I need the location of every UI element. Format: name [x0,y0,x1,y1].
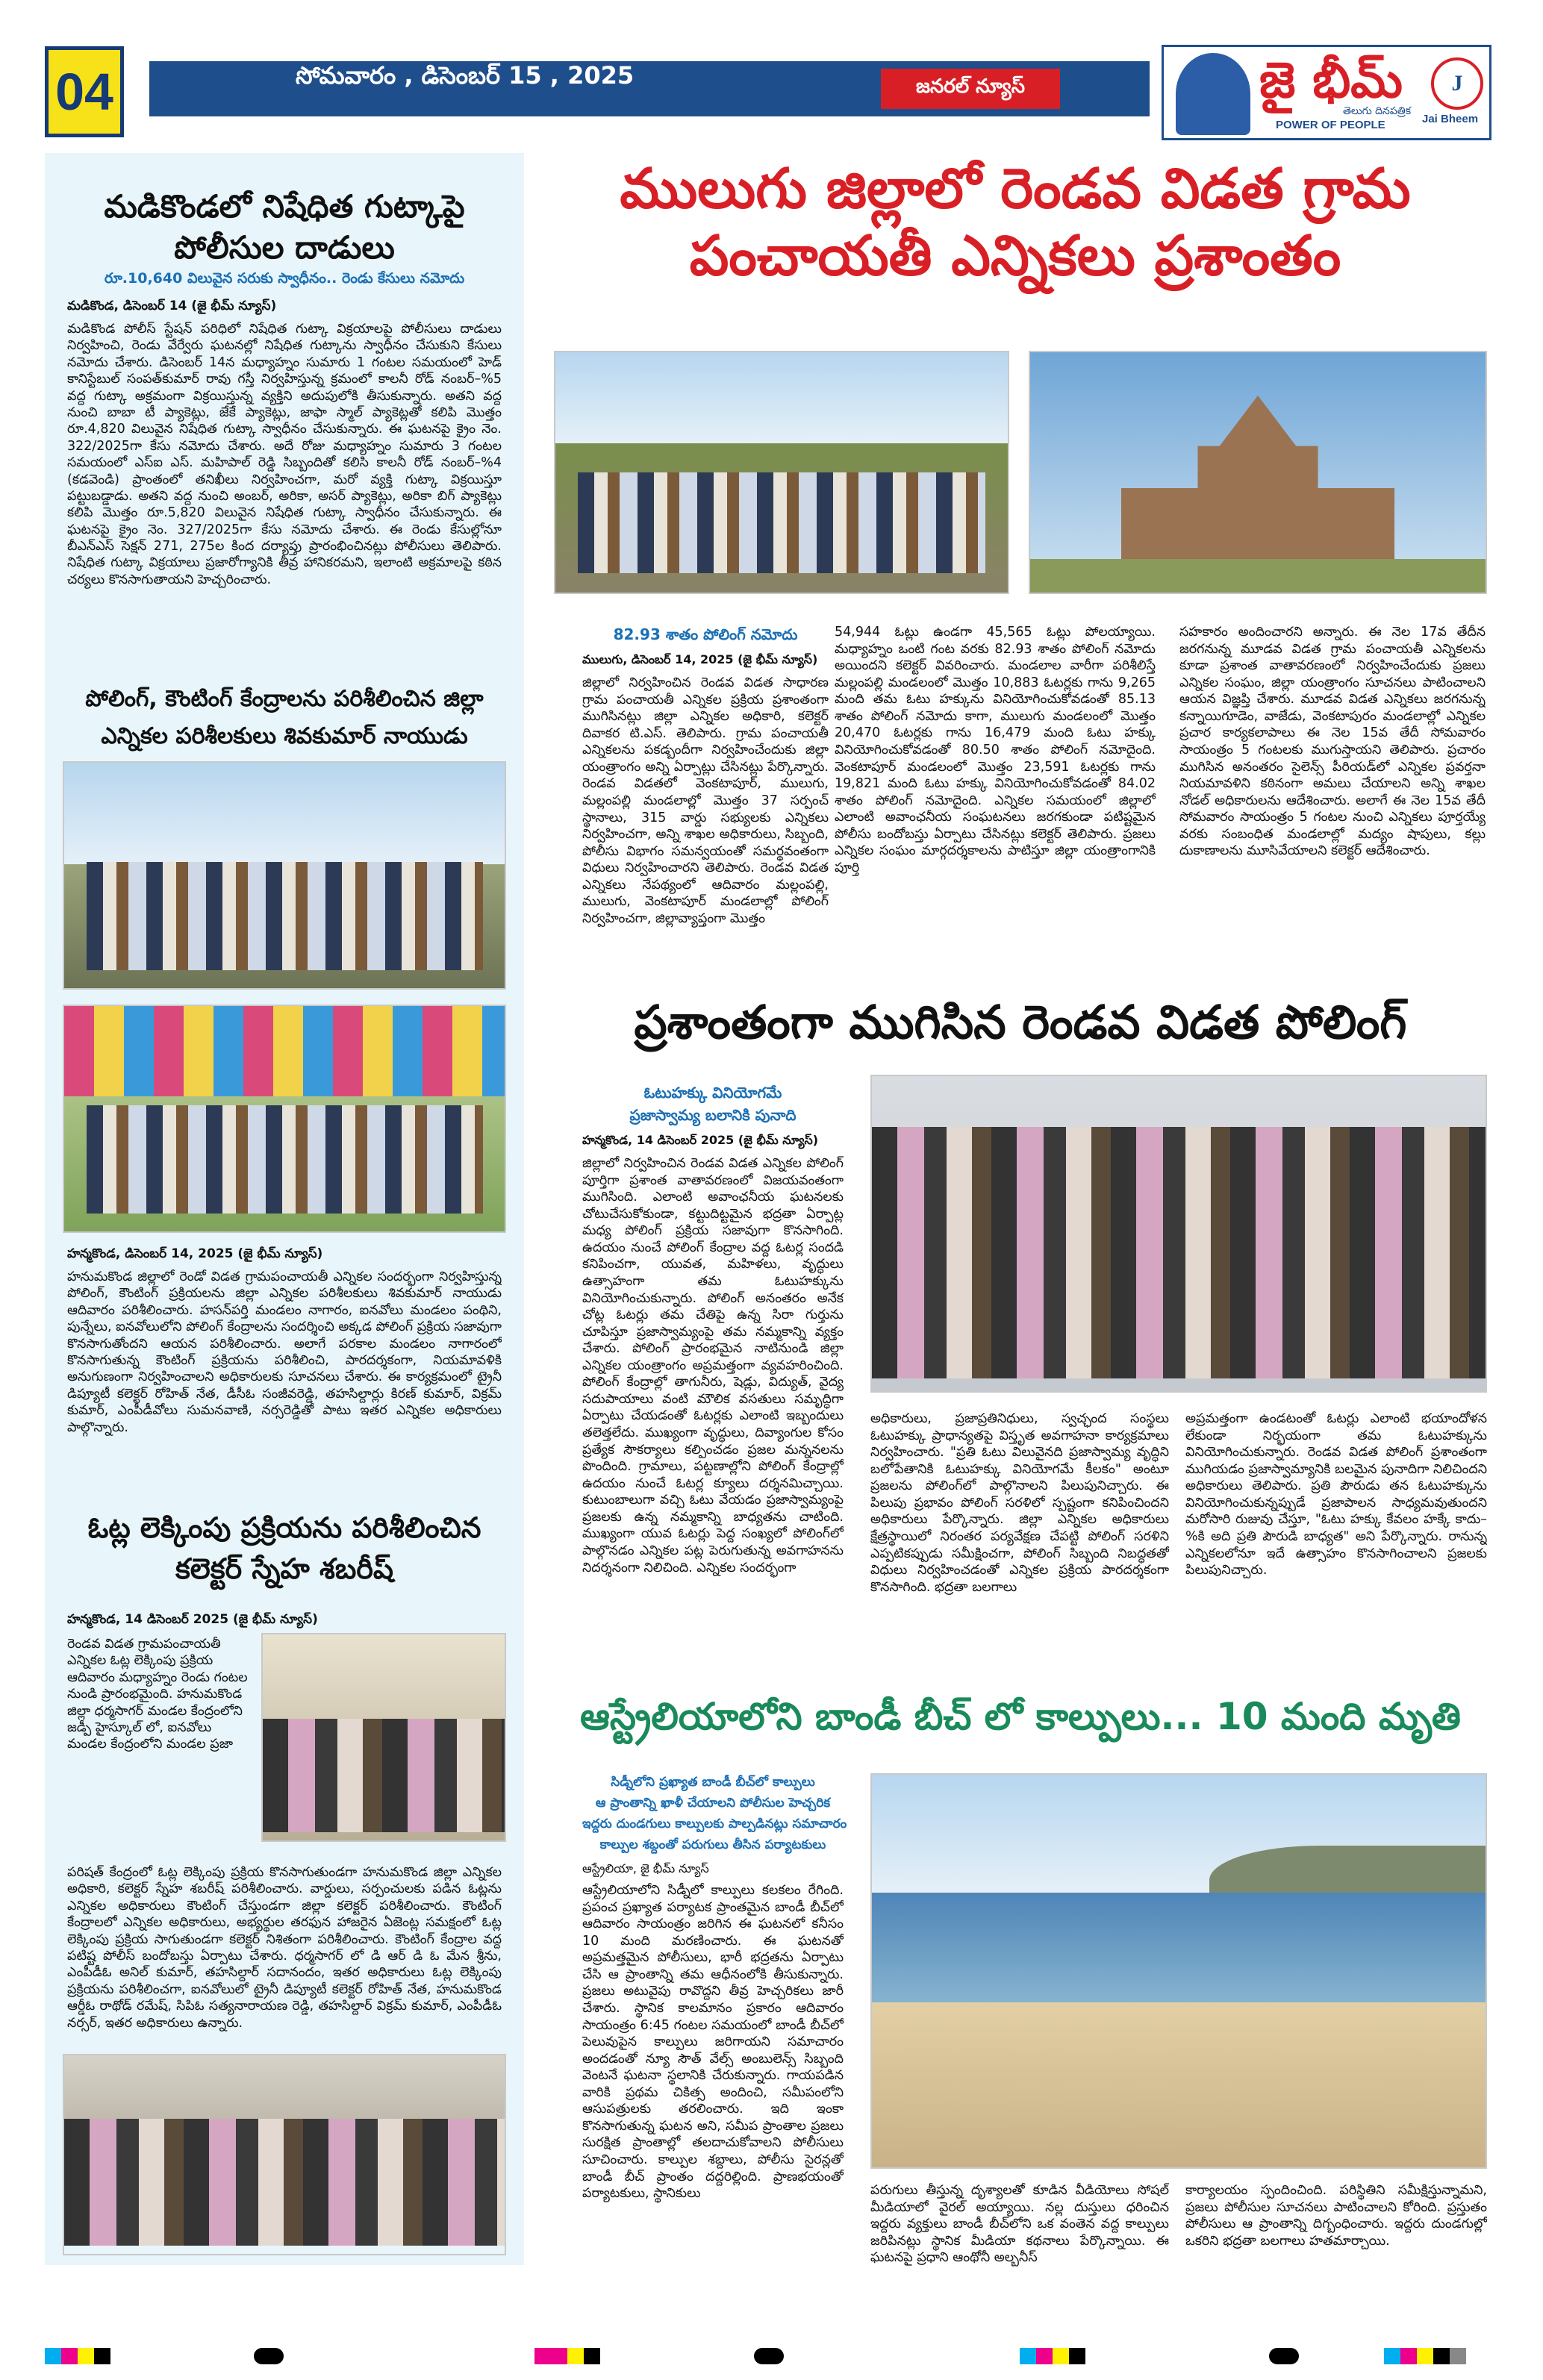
dateline: మడికొండ, డిసెంబర్ 14 (జై భీమ్ న్యూస్) [67,299,277,313]
story-kicker: ఓటుహక్కు వినియోగమే [643,1084,782,1102]
story-headline: పోలింగ్, కౌంటింగ్ కేంద్రాలను పరిశీలించిన జిల్లా ఎన్నికల పరిశీలకులు శివకుమార్ నాయుడు [85,686,484,749]
dateline: హన్మకొండ, డిసెంబర్ 14, 2025 (జై భీమ్ న్యూస్) [67,1246,323,1261]
story-body: మడికొండ పోలీస్ స్టేషన్ పరిధిలో నిషేధిత గుట్కా విక్రయాలపై పోలీసులు దాడులు నిర్వహించి, రెండు వేర్వేరు ఘటనల్లో నిషేధిత గుట్కాను స్వాధీనం చేసుకుని కేసులు నమోదు చేశారు. డిసెంబర్ 14న మధ్యాహ్నం సుమారు 1 గంటల సమయంలో హెడ్ కానిస్టేబుల్ సంపత్‌కుమార్ రావు గస్తీ నిర్వహిస్తున్న క్రమంలో కాలనీ రోడ్ నంబర్–%5 వద్ద గుట్కా అక్రమంగా విక్రయిస్తున్న వ్యక్తిని అదుపులోకి తీసుకున్నారు. అతని వద్ద నుంచి బాబా టీ ప్యాకెట్లు, జేకే ప్యాకెట్లు, జాఫా స్మాల్ ప్యాకెట్లతో కలిపి మొత్తం రూ.4,820 విలువైన నిషేధిత గుట్కా స్వాధీనం చేసుకున్నారు. ఈ ఘటనపై క్రైం నెం. 322/2025గా కేసు నమోదు చేశారు. అదే రోజు మధ్యాహ్నం సుమారు 3 గంటల సమయంలో ఎస్ఐ ఎస్. మహిపాల్ రెడ్డి సిబ్బందితో కలిసి కాలనీ రోడ్ నంబర్–%4 (కడవెండి) ప్రాంతంలో తనిఖీలు నిర్వహించగా, మరో వ్యక్తి గుట్కా విక్రయిస్తూ పట్టుబడ్డాడు. అతని వద్ద నుంచి అంబర్, అరికా, అసర్ ప్యాకెట్లు, అరికా బిగ్ ప్యాకెట్లు కలిపి మొత్తం రూ.5,820 విలువైన నిషేధిత గుట్కా స్వాధీనం చేసుకున్నారు. ఈ ఘటనపై క్రైం నెం. 327/2025గా కేసు నమోదు చేశారు. ఈ రెండు కేసుల్లోనూ బీఎన్ఎస్ సెక్షన్ 271, 275ల కింద దర్యాప్తు ప్రారంభించినట్లు పోలీసులు తెలిపారు. నిషేధిత గుట్కా విక్రయాలు ప్రజారోగ్యానికి తీవ్ర హానికరమని, ఇలాంటి అక్రమాలపై కఠిన చర్యలు కొనసాగుతాయని హెచ్చరించారు. [67,322,502,587]
lead-kicker: 82.93 శాతం పోలింగ్ నమోదు [613,625,798,643]
dateline: హన్మకొండ, 14 డిసెంబర్ 2025 (జై భీమ్ న్యూస్) [582,1133,819,1147]
story-body: హనుమకొండ జిల్లాలో రెండో విడత గ్రామపంచాయతీ ఎన్నికల సందర్భంగా నిర్వహిస్తున్న పోలింగ్, కౌంటింగ్ ప్రక్రియలను జిల్లా ఎన్నికల పరిశీలకులు శివకుమార్ నాయుడు ఆదివారం పరిశీలించారు. హసన్‌పర్తి మండలం నాగారం, ఐనవోలు మండలం పంథిని, పున్నేలు, ఐనవోలులోని పోలింగ్ కేంద్రాలను సందర్శించి అక్కడ పోలింగ్ ప్రక్రియ సజావుగా కొనసాగుతోందని ఆయన పరిశీలించారు. అలాగే పరకాల మండలం నాగారంలో కొనసాగుతున్న కౌంటింగ్ ప్రక్రియను పరిశీలించి, పారదర్శకంగా, నియమావళికి అనుగుణంగా నిర్వహించాలని అధికారులకు సూచనలు చేశారు. ఈ కార్యక్రమంలో ట్రైనీ డిప్యూటీ కలెక్టర్ రోహిత్ నేత, డీసీఓ సంజీవరెడ్డి, తహసిల్దార్లు కిరణ్ కుమార్, విక్రమ్ కుమార్, ఎంపీడీవోలు సుమనవాణి, నర్సరెడ్డితో పాటు ఇతర ఎన్నికల అధికారులు పాల్గొన్నారు. [67,1269,502,1435]
section-badge: జనరల్ న్యూస్ [881,69,1060,109]
story-body: రెండవ విడత గ్రామపంచాయతీ ఎన్నికల ఓట్ల లెక్కింపు ప్రక్రియ ఆదివారం మధ్యాహ్నం రెండు గంటల నుండి ప్రారంభమైంది. హనుమకొండ జిల్లా ధర్మసాగర్ మండల కేంద్రంలోని జడ్పీ హైస్కూల్ లో, ఐనవోలు మండల కేంద్రంలోని మండల ప్రజా [67,1637,248,1752]
color-registration-mark [1020,2348,1085,2364]
photo-counting-table [63,2054,506,2255]
masthead-brand: జై భీమ్ [1259,51,1403,109]
story-headline: మడికొండలో నిషేధిత గుట్కాపై పోలీసుల దాడులు [104,188,465,266]
color-registration-mark [534,2348,600,2364]
photo-ramappa-temple [1029,351,1487,594]
dateline: ములుగు, డిసెంబర్ 14, 2025 (జై భీమ్ న్యూస్) [582,652,818,666]
dateline: హన్మకొండ, 14 డిసెంబర్ 2025 (జై భీమ్ న్యూస్) [67,1612,318,1627]
story-kicker: రూ.10,640 విలువైన సరుకు స్వాధీనం.. రెండు కేసులు నమోదు [104,270,465,287]
story-body-col3: కార్యాలయం స్పందించింది. పరిస్థితిని సమీక్షిస్తున్నామని, ప్రజలు పోలీసుల సూచనలు పాటించాలని కోరింది. ప్రస్తుతం పోలీసులు ఆ ప్రాంతాన్ని దిగ్బంధించారు. ఇద్దరు దుండగుల్లో ఒకరిని భద్రతా బలగాలు హతమార్చాయి. [1185,2183,1487,2249]
story-kicker: సిడ్నీలోని ప్రఖ్యాత బాండీ బీచ్‌లో కాల్పులు [611,1775,815,1790]
story-body-col2: పరుగులు తీస్తున్న దృశ్యాలతో కూడిన వీడియోలు సోషల్ మీడియాలో వైరల్ అయ్యాయి. నల్ల దుస్తులు ధరించిన ఇద్దరు వ్యక్తులు బాండీ బీచ్‌లోని ఒక వంతెన వద్ద కాల్పులు జరిపినట్లు స్థానిక మీడియా కథనాలు పేర్కొన్నాయి. ఈ ఘటనపై ప్రధాని ఆంథోనీ అల్బనీస్ [870,2183,1169,2266]
portrait-image [1176,53,1250,135]
story-headline: ప్రశాంతంగా ముగిసిన రెండవ విడత పోలింగ్ [634,995,1407,1049]
lead-headline: ములుగు జిల్లాలో రెండవ విడత గ్రామ పంచాయతీ ఎన్నికలు ప్రశాంతం [620,157,1411,289]
masthead [1162,45,1491,140]
logo-text: Jai Bheem [1422,113,1479,125]
photo-voters-ink [870,1075,1487,1393]
photo-bondi-beach [870,1773,1487,2169]
story-headline: ఓట్ల లెక్కింపు ప్రక్రియను పరిశీలించిన కలెక్టర్ స్నేహ శబరీష్ [87,1511,481,1586]
story-body-col3: అప్రమత్తంగా ఉండటంతో ఓటర్లు ఎలాంటి భయాందోళన లేకుండా నిర్భయంగా తమ ఓటుహక్కును వినియోగించుకున్నారు. రెండవ విడత పోలింగ్ ప్రశాంతంగా ముగియడం ప్రజాస్వామ్యానికి బలమైన పునాదిగా నిలిచిందని అధికారులు తెలిపారు. ప్రతి పౌరుడు తన ఓటుహక్కును వినియోగించుకున్నప్పుడే ప్రజాపాలన సాధ్యమవుతుందని మరోసారి రుజువు చేస్తూ, "ఓటు హక్కు కేవలం హక్కే కాదు–%కి అది ప్రతి పౌరుడి బాధ్యత" అని పేర్కొన్నారు. రానున్న ఎన్నికలలోనూ ఇదే ఉత్సాహం కొనసాగించాలని ప్రజలకు పిలుపునిచ్చారు. [1185,1411,1487,1578]
story-kicker: కాల్పుల శబ్దంతో పరుగులు తీసిన పర్యాటకులు [599,1837,826,1852]
header-bar [149,61,1150,116]
story-kicker: ప్రజాస్వామ్య బలానికి పునాది [629,1106,797,1124]
color-registration-mark [1384,2348,1466,2364]
lead-body-col1: జిల్లాలో నిర్వహించిన రెండవ విడత సాధారణ గ్రామ పంచాయతీ ఎన్నికల ప్రక్రియ ప్రశాంతంగా ముగిసినట్లు జిల్లా ఎన్నికల అధికారి, కలెక్టర్ దివాకర టి.ఎస్. తెలిపారు. గ్రామ పంచాయతీ ఎన్నికలను పకడ్బందీగా నిర్వహించేందుకు జిల్లా యంత్రాంగం అన్ని ఏర్పాట్లు చేసినట్లు పేర్కొన్నారు. రెండవ విడతలో వెంకటాపూర్, ములుగు, మల్లంపల్లి మండలాల్లో మొత్తం 37 సర్పంచ్ స్థానాలు, 315 వార్డు సభ్యులకు ఎన్నికలు నిర్వహించగా, అన్ని శాఖల అధికారులు, సిబ్బంది, పోలీసు విభాగం సమన్వయంతో సమర్థవంతంగా విధులు నిర్వహించారని తెలిపారు. రెండవ విడత ఎన్నికలు నేపథ్యంలో ఆదివారం మల్లంపల్లి, ములుగు, వెంకటాపూర్ మండలాల్లో పోలింగ్ నిర్వహించగా, జిల్లావ్యాప్తంగా మొత్తం [582,675,829,926]
story-headline: ఆస్ట్రేలియాలోని బాండీ బీచ్ లో కాల్పులు... 10 మంది మృతి [580,1695,1461,1738]
story-body-col1: ఆస్ట్రేలియాలోని సిడ్నీలో కాల్పులు కలకలం రేగింది. ప్రపంచ ప్రఖ్యాత పర్యాటక ప్రాంతమైన బాండీ బీచ్‌లో ఆదివారం సాయంత్రం జరిగిన ఈ ఘటనలో కనీసం 10 మంది మరణించారు. ఈ ఘటనతో అప్రమత్తమైన పోలీసులు, భారీ భద్రతను ఏర్పాటు చేసి ఆ ప్రాంతాన్ని తమ ఆధీనంలోకి తీసుకున్నారు. ప్రజలు అటువైపు రావొద్దని తీవ్ర హెచ్చరికలు జారీ చేశారు. స్థానిక కాలమానం ప్రకారం ఆదివారం సాయంత్రం 6:45 గంటల సమయంలో బాండీ బీచ్‌లో పెలువుపైన కాల్పులు జరిగాయని సమాచారం అందడంతో న్యూ సౌత్ వేల్స్ అంబులెన్స్ సిబ్బంది వెంటనే ఘటనా స్థలానికి చేరుకున్నారు. గాయపడిన వారికి ప్రథమ చికిత్స అందించి, సమీపంలోని ఆసుపత్రులకు తరలించారు. ఇది ఇంకా కొనసాగుతున్న ఘటన అని, సమీప ప్రాంతాల ప్రజలు సురక్షిత ప్రాంతాల్లో తలదాచుకోవాలని పోలీసులు సూచించారు. కాల్పుల శబ్దాలు, పోలీసు సైరన్లతో బాండీ బీచ్ ప్రాంతం దద్దరిల్లింది. ప్రాణభయంతో పర్యాటకులు, స్థానికులు [582,1883,844,2202]
story-body: పరిషత్ కేంద్రంలో ఓట్ల లెక్కింపు ప్రక్రియ కొనసాగుతుండగా హనుమకొండ జిల్లా ఎన్నికల అధికారి, కలెక్టర్ స్నేహ శబరీష్ పరిశీలించారు. వార్డులు, సర్పంచులకు పడిన ఓట్లను ఎన్నికల అధికారులు కౌంటింగ్ చేస్తుండగా జిల్లా కలెక్టర్ పరిశీలించారు. కౌంటింగ్ కేంద్రాలలో ఎన్నికల అధికారులు, అభ్యర్థుల తరఫున హాజరైన ఏజెంట్ల సమక్షంలో ఓట్ల లెక్కింపు ప్రక్రియ సాగుతుండగా కలెక్టర్ నిశితంగా పరిశీలించారు. కౌంటింగ్ కేంద్రాల వద్ద పటిష్ట పోలీస్ బందోబస్తు ఏర్పాటు చేశారు. ధర్మసాగర్ లో డి ఆర్ డి ఓ మేన శ్రీను, ఎంపీడీఓ అనిల్ కుమార్, తహసిల్దార్ సదానందం, ఇతర అధికారులు ఓట్ల లెక్కింపు ప్రక్రియను పరిశీలించగా, ఐనవోలులో ట్రైనీ డిప్యూటీ కలెక్టర్ రోహిత్ నేత, హనుమకొండ ఆర్డీఓ రాథోడ్ రమేష్, సిపిఓ సత్యనారాయణ రెడ్డి, తహసిల్దార్ విక్రమ్ కుమార్, ఎంపీడీఓ నర్సర్, ఇతర అధికారులు ఉన్నారు. [67,1865,502,2031]
photo-inspection [63,761,506,990]
logo-icon: J [1431,57,1483,110]
photo-officials [554,351,1009,594]
registration-pill [754,2348,784,2364]
dateline: ఆస్ట్రేలియా, జై భీమ్ న్యూస్ [582,1861,709,1875]
issue-date: సోమవారం , డిసెంబర్ 15 , 2025 [296,61,635,90]
lead-body-col2: 54,944 ఓట్లు ఉండగా 45,565 ఓట్లు పోలయ్యాయి. మధ్యాహ్నం ఒంటి గంట వరకు 82.93 శాతం పోలింగ్ నమోదు అయిందని కలెక్టర్ వివరించారు. మండలాల వారీగా పరిశీలిస్తే మల్లంపల్లి మండలంలో మొత్తం 10,883 ఓటర్లకు గాను 9,265 మంది తమ ఓటు హక్కును వినియోగించుకోవడంతో 85.13 శాతం పోలింగ్ నమోదు కాగా, ములుగు మండలంలో మొత్తం 20,470 ఓటర్లకు గాను 16,479 మంది ఓటు హక్కు వినియోగించుకోవడంతో 80.50 శాతం పోలింగ్ నమోదైంది. వెంకటాపూర్ మండలంలో మొత్తం 23,591 ఓటర్లకు గాను 19,821 మంది ఓటు హక్కు వినియోగించుకోవడంతో 84.02 శాతం పోలింగ్ నమోదైంది. ఎన్నికల సమయంలో జిల్లాలో ఎలాంటి అవాంఛనీయ సంఘటనలు జరగకుండా పటిష్టమైన పోలీసు బందోబస్తు ఏర్పాటు చేసినట్లు కలెక్టర్ తెలిపారు. ప్రజలు ఎన్నికల సంఘం మార్గదర్శకాలను పాటిస్తూ జిల్లా యంత్రాంగానికి పూర్తి [835,625,1156,875]
masthead-subtitle: తెలుగు దినపత్రిక [1343,105,1412,117]
lead-body-col3: సహకారం అందించారని అన్నారు. ఈ నెల 17వ తేదీన జరగనున్న మూడవ విడత గ్రామ పంచాయతీ ఎన్నికలను కూడా ప్రశాంత వాతావరణంలో నిర్వహించేందుకు ప్రజలు ఎన్నికల సంఘం, జిల్లా యంత్రాంగం సూచనలు పాటించాలని ఆయన విజ్ఞప్తి చేశారు. మూడవ విడత ఎన్నికలు జరగనున్న కన్నాయిగూడెం, వాజేడు, వెంకటాపురం మండలాల్లో ఎన్నికల ప్రచార కార్యకలాపాలు ఈ నెల 15వ తేదీ సోమవారం సాయంత్రం 5 గంటలకు ముగుస్తాయని తెలిపారు. ప్రచారం ముగిసిన అనంతరం సైలెన్స్ పీరియడ్‌లో ఎన్నికల ప్రవర్తనా నియమావళిని కఠినంగా అమలు చేయాలని అన్ని శాఖల నోడల్ అధికారులను ఆదేశించారు. అలాగే ఈ నెల 15వ తేదీ సోమవారం సాయంత్రం 5 గంటల నుంచి ఎన్నికలు పూర్తయ్యే వరకు సంబంధిత మండలాల్లో మద్యం షాపులు, కల్లు దుకాణాలను మూసివేయాలని కలెక్టర్ ఆదేశించారు. [1179,625,1486,859]
story-kicker: ఇద్దరు దుండగులు కాల్పులకు పాల్పడినట్లు సమాచారం [582,1817,847,1831]
registration-pill [1269,2348,1299,2364]
color-registration-mark [45,2348,110,2364]
story-body-col1: జిల్లాలో నిర్వహించిన రెండవ విడత ఎన్నికల పోలింగ్ పూర్తిగా ప్రశాంత వాతావరణంలో విజయవంతంగా ముగిసింది. ఎలాంటి అవాంఛనీయ ఘటనలకు చోటుచేసుకోకుండా, కట్టుదిట్టమైన భద్రతా ఏర్పాట్ల మధ్య పోలింగ్ ప్రక్రియ సజావుగా కొనసాగింది. ఉదయం నుంచే పోలింగ్ కేంద్రాల వద్ద ఓటర్ల సందడి కనిపించగా, యువత, మహిళలు, వృద్ధులు ఉత్సాహంగా తమ ఓటుహక్కును వినియోగించుకున్నారు. పోలింగ్ అనంతరం అనేక చోట్ల ఓటర్లు తమ చేతిపై ఉన్న సిరా గుర్తును చూపిస్తూ ప్రజాస్వామ్యంపై తమ నమ్మకాన్ని వ్యక్తం చేశారు. పోలింగ్ ప్రారంభమైన నాటినుండి జిల్లా ఎన్నికల యంత్రాంగం అప్రమత్తంగా వ్యవహరించింది. పోలింగ్ కేంద్రాల్లో తాగునీరు, షెడ్లు, విద్యుత్, వైద్య సదుపాయాలు వంటి మౌలిక వసతులు సమృద్ధిగా ఏర్పాటు చేయడంతో ఓటర్లకు ఎలాంటి ఇబ్బందులు తలెత్తలేదు. ముఖ్యంగా వృద్ధులు, దివ్యాంగుల కోసం ప్రత్యేక సౌకర్యాలు కల్పించడం ప్రజల మన్ననలను పొందింది. గ్రామాలు, పట్టణాల్లోని పోలింగ్ కేంద్రాల్లో ఉదయం నుంచే ఓటర్ల క్యూలు దర్శనమిచ్చాయి. కుటుంబాలుగా వచ్చి ఓటు వేయడం ప్రజాస్వామ్యంపై ప్రజలకు ఉన్న నమ్మకాన్ని బాధ్యతను చాటింది. ముఖ్యంగా యువ ఓటర్లు పెద్ద సంఖ్యలో పోలింగ్‌లో పాల్గొనడం ఎన్నికల పట్ల పెరుగుతున్న అవగాహనను నిదర్శనంగా నిలిచింది. ఎన్నికల సందర్భంగా [582,1156,844,1575]
story-kicker: ఆ ప్రాంతాన్ని ఖాళీ చేయాలని పోలీసుల హెచ్చరిక [595,1796,831,1811]
masthead-tagline: POWER OF PEOPLE [1276,119,1385,131]
page-number: 04 [45,46,124,137]
photo-counting [261,1633,506,1842]
registration-pill [254,2348,284,2364]
photo-polling-booth [63,1005,506,1233]
story-body-col2: అధికారులు, ప్రజాప్రతినిధులు, స్వచ్ఛంద సంస్థలు ఓటుహక్కు ప్రాధాన్యతపై విస్తృత అవగాహనా కార్యక్రమాలు నిర్వహించారు. "ప్రతి ఓటు విలువైనది ప్రజాస్వామ్య వృద్ధిని బలోపేతానికి ఓటుహక్కు వినియోగమే కీలకం" అంటూ ప్రజలను పోలింగ్‌లో పాల్గొనాలని పిలుపునిచ్చారు. ఈ పిలుపు ప్రభావం పోలింగ్ సరళిలో స్పష్టంగా కనిపించిందని అధికారులు పేర్కొన్నారు. జిల్లా ఎన్నికల అధికారులు క్షేత్రస్థాయిలో నిరంతర పర్యవేక్షణ చేపట్టి పోలింగ్ సరళిని ఎప్పటికప్పుడు సమీక్షించగా, పోలింగ్ సిబ్బంది నిబద్ధతతో విధులు నిర్వహించడంతో ఎన్నికల ప్రక్రియ పారదర్శకంగా కొనసాగింది. భద్రతా బలగాలు [870,1411,1169,1595]
